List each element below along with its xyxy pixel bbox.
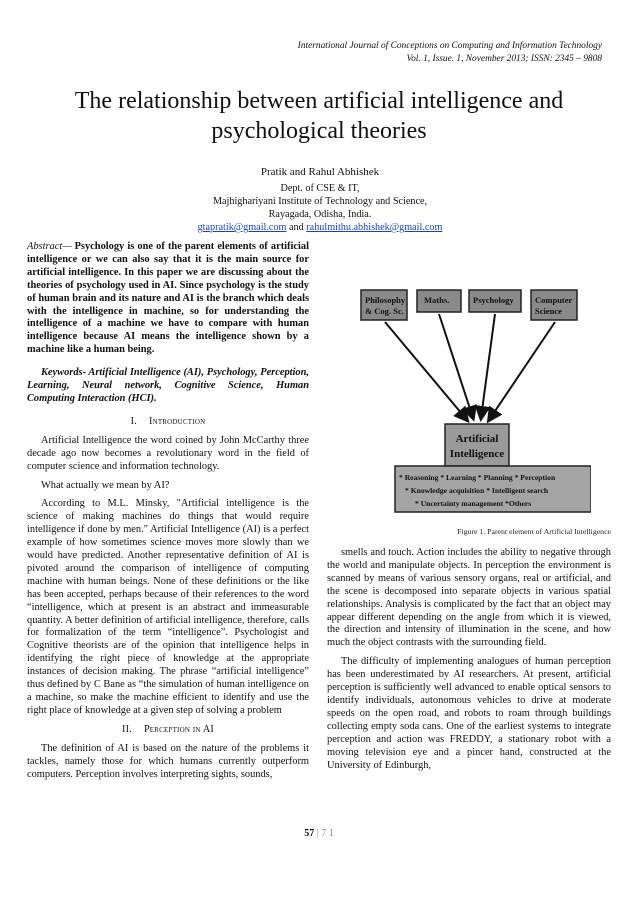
journal-name: International Journal of Conceptions on Computing and Information Technology [297,41,602,51]
email-link-1[interactable]: gtapratik@gmail.com [197,222,287,233]
section-heading-1 [27,416,309,429]
author-institute: Majhighariyani Institute of Technology and Science, [212,196,428,207]
perception-paragraph-2: smells and touch. Action includes the ability to negative through the world and manipulate objects. In perception the environment is scanned by means of various sensory organs, real or artificial, and the scene is decomposed into separate objects in various spatial relationships. Analysis is complicated by the fact that an object may appear different depending on the angle from which it is viewed, the direction and intensity of illumination in the scene, and how much the object contrasts with the surrounding field. [327,547,611,649]
arrow-computer [489,322,555,420]
author-emails [140,221,500,234]
arrow-maths [439,314,473,418]
abstract-text: Psychology is one of the parent elements of artificial intelligence or we can also say that it is the main source for artificial intelligence. In this paper we are discussing about the theories of psychology used in AI. Since psychology is the study of human brain and its nature and AI is the branch which deals with the intelligence in machine, so for understanding the intelligence of a machine we have to compare with human intelligence because AI means the intelligence shown by a machine like a human being. [27,241,309,356]
arrow-psychology [481,314,495,418]
arrows [385,314,555,420]
figure-1 [355,272,591,520]
box-artificial-intelligence [445,424,509,466]
box-ai-subfields [395,466,591,512]
box-maths [417,290,461,312]
paper-title: The relationship between artificial intelligence and psychological theories [74,88,564,144]
page-number [0,828,638,839]
box-philosophy-line2: & Cog. Sc. [365,306,404,316]
left-column [27,241,309,787]
box-psychology [469,290,521,312]
box-maths-label: Maths. [424,295,450,305]
right-column [327,547,611,778]
section-num-1: I. [130,415,137,427]
page-sep: | [314,828,322,839]
abstract-label: Abstract— [27,241,72,252]
box-computer-line1: Computer [535,295,573,305]
ai-box-line2: Intelligence [449,448,505,460]
arrow-philosophy [385,322,467,420]
author-names: Pratik and Rahul Abhishek [260,166,380,178]
subfields-line3: * Uncertainty management *Others [415,499,532,508]
page-total: 7 1 [321,828,334,839]
section-title-1: Introduction [148,415,206,427]
journal-header [142,40,602,66]
box-psychology-label: Psychology [473,295,514,305]
intro-paragraph-3: According to M.L. Minsky, "Artificial intelligence is the science of making machines do things that would require intelligence if done by men." Artificial Intelligence (AI) is a perfect example of how sometimes science moves more slowly than we would have predicted. Another representative definition of AI is pivoted around the comparison of intelligence of computing machine with human beings. None of these definitions or the like has been accepted, perhaps because of their references to the word “intelligence, which at present is an abstract and immeasurable quantity. A better definition of artificial intelligence, therefore, calls for formalization of the term “intelligence”. Psychologist and Cognitive theorists are of the opinion that intelligence helps in identifying the right piece of knowledge at the appropriate instances of decision making. The phrase “artificial intelligence” thus defined by C Bane as “the simulation of human intelligence on a machine, so make the machine efficient to identify and use the right place of knowledge at a given step of solving a problem [27,498,309,716]
author-dept: Dept. of CSE & IT, [280,183,360,194]
email-link-2[interactable]: rahulmithu.abhishek@gmail.com [306,222,443,233]
intro-paragraph-1: Artificial Intelligence the word coined by John McCarthy three decade ago now becomes a revolutionary word in the field of computer science and information technology. [27,434,309,472]
intro-paragraph-2: What actually we mean by AI? [41,479,170,491]
ai-box-line1: Artificial [455,433,499,445]
abstract [27,241,309,357]
box-philosophy-line1: Philosophy [365,295,406,305]
perception-paragraph-1: The definition of AI is based on the nature of the problems it tackles, namely those for which humans currently outperform computers. Perception involves interpreting sights, sounds, [27,742,309,780]
subfields-line2: * Knowledge acquisition * Intelligent search [405,486,549,495]
journal-issue: Vol. 1, Issue. 1, November 2013; ISSN: 2345 – 9808 [406,54,602,64]
section-heading-2 [27,724,309,737]
author-location: Rayagada, Odisha, India. [268,209,372,220]
figure-caption: Figure 1. Parent element of Artificial Intelligence [457,527,611,536]
subfields-line1: * Reasoning * Learning * Planning * Perception [399,473,556,482]
section-title-2: Perception in AI [143,723,214,735]
page-current: 57 [304,828,315,839]
box-computer-science [531,290,577,320]
box-computer-line2: Science [535,306,562,316]
section-num-2: II. [122,723,132,735]
figure-1-diagram [355,272,591,520]
box-philosophy [361,290,407,320]
email-and: and [286,222,307,233]
author-block [140,166,500,234]
keywords: Keywords- Artificial Intelligence (AI), Psychology, Perception, Learning, Neural network, Cognitive Science, Human Computing Interaction (HCI). [27,367,309,404]
perception-paragraph-3: The difficulty of implementing analogues of human perception has been underestimated by AI researchers. At present, artificial perception is sufficiently well advanced to enable optical sensors to identify individuals, autonomous vehicles to drive at moderate speeds on the open road, and robots to roam through buildings collecting empty soda cans. One of the earliest systems to integrate perception and action was FREDDY, a stationary robot with a moving television eye and a pincer hand, constructed at the University of Edinburgh, [327,656,611,771]
